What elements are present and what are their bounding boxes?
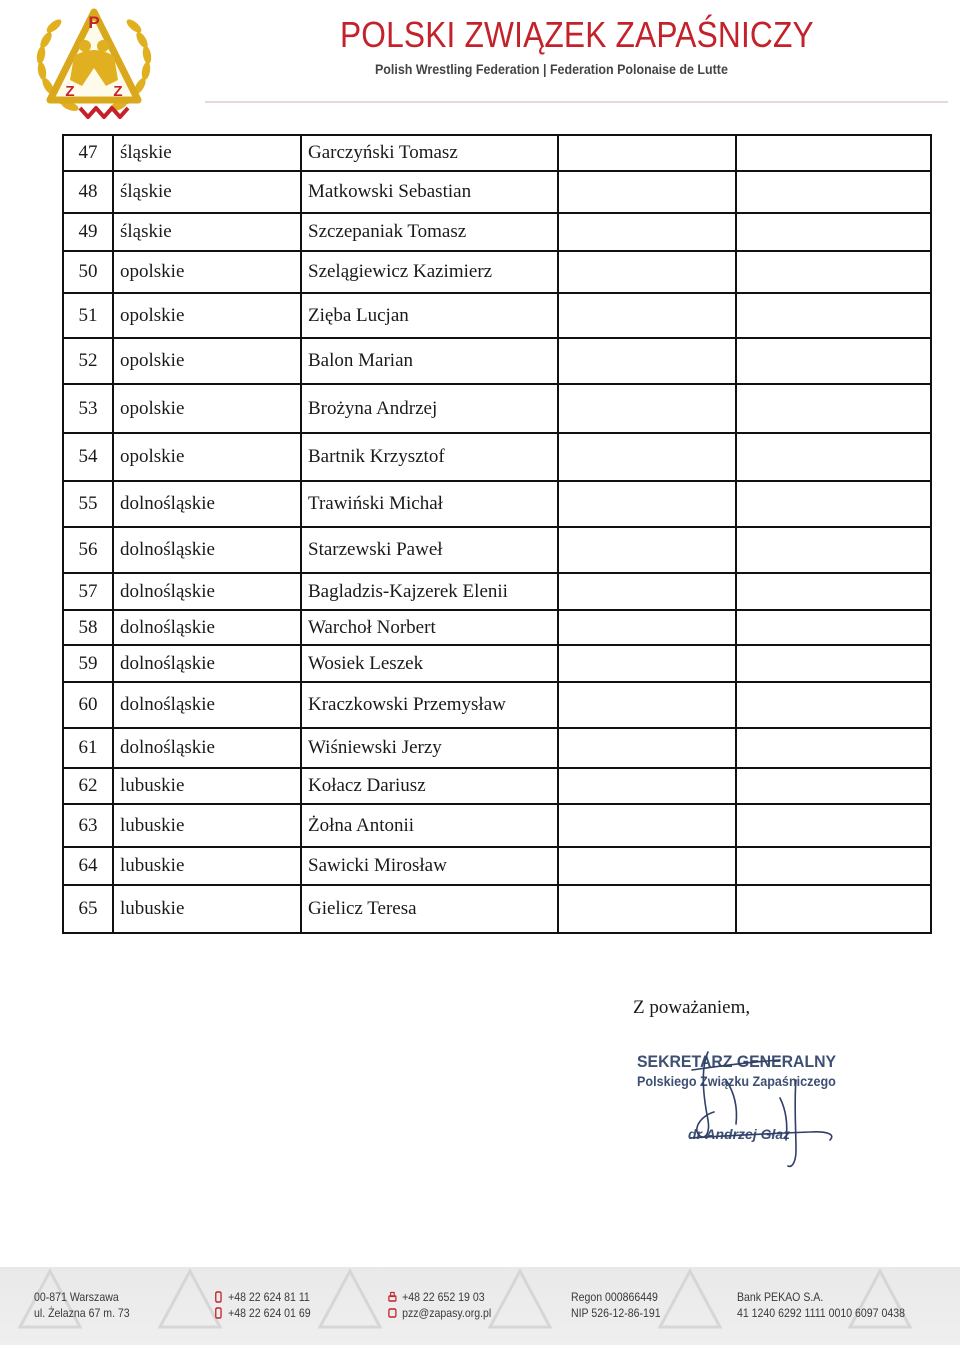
email-address: pzz@zapasy.org.pl	[402, 1306, 492, 1320]
cell-number: 62	[63, 768, 113, 804]
cell-number: 63	[63, 804, 113, 847]
cell-name: Sawicki Mirosław	[301, 847, 558, 885]
table-row	[63, 384, 931, 433]
email-line	[388, 1305, 491, 1321]
cell-number: 54	[63, 433, 113, 481]
fax-line	[388, 1289, 491, 1305]
cell-region: opolskie	[113, 251, 301, 293]
cell-empty	[736, 213, 931, 251]
cell-empty	[558, 135, 736, 171]
table-row	[63, 804, 931, 847]
signature-strokes	[690, 1052, 832, 1166]
cell-empty	[736, 804, 931, 847]
phone-line	[214, 1305, 311, 1321]
stamp-title: SEKRETARZ GENERALNY	[637, 1052, 837, 1071]
cell-name: Garczyński Tomasz	[301, 135, 558, 171]
cell-region: dolnośląskie	[113, 728, 301, 768]
cell-region: lubuskie	[113, 847, 301, 885]
cell-name: Gielicz Teresa	[301, 885, 558, 933]
logo-letter-z-left: Z	[65, 83, 75, 100]
table-row	[63, 527, 931, 573]
cell-empty	[736, 135, 931, 171]
address-street: ul. Żelazna 67 m. 73	[34, 1306, 130, 1320]
cell-empty	[736, 251, 931, 293]
logo-letter-z-right: Z	[113, 83, 123, 100]
cell-number: 53	[63, 384, 113, 433]
bank-name: Bank PEKAO S.A.	[737, 1290, 824, 1304]
cell-empty	[558, 768, 736, 804]
cell-region: śląskie	[113, 171, 301, 213]
cell-empty	[736, 885, 931, 933]
cell-empty	[736, 527, 931, 573]
cell-number: 51	[63, 293, 113, 338]
table-row	[63, 645, 931, 682]
cell-name: Żołna Antonii	[301, 804, 558, 847]
logo-zigzag	[80, 108, 128, 117]
cell-empty	[736, 384, 931, 433]
cell-name: Brożyna Andrzej	[301, 384, 558, 433]
table-row	[63, 481, 931, 527]
cell-number: 60	[63, 682, 113, 728]
cell-empty	[736, 682, 931, 728]
phone-icon	[214, 1291, 223, 1303]
cell-empty	[736, 728, 931, 768]
closing-salutation: Z poważaniem,	[633, 997, 751, 1018]
table-row	[63, 728, 931, 768]
table-row	[63, 293, 931, 338]
table-row	[63, 847, 931, 885]
cell-empty	[736, 847, 931, 885]
table-row	[63, 171, 931, 213]
cell-name: Kołacz Dariusz	[301, 768, 558, 804]
footer-address	[34, 1289, 130, 1321]
cell-empty	[736, 338, 931, 384]
federation-logo	[30, 0, 158, 122]
cell-empty	[558, 293, 736, 338]
cell-empty	[558, 338, 736, 384]
cell-empty	[736, 481, 931, 527]
cell-empty	[558, 384, 736, 433]
table-row	[63, 768, 931, 804]
cell-region: opolskie	[113, 293, 301, 338]
cell-empty	[558, 171, 736, 213]
cell-number: 59	[63, 645, 113, 682]
cell-empty	[558, 728, 736, 768]
cell-empty	[558, 213, 736, 251]
cell-empty	[736, 573, 931, 610]
cell-region: lubuskie	[113, 885, 301, 933]
table-row	[63, 251, 931, 293]
logo-letter-p: P	[88, 13, 100, 32]
cell-empty	[736, 171, 931, 213]
cell-name: Wiśniewski Jerzy	[301, 728, 558, 768]
cell-region: dolnośląskie	[113, 481, 301, 527]
stamp-organization: Polskiego Związku Zapaśniczego	[637, 1073, 836, 1089]
stamp-signatory-name: dr Andrzej Głaz	[688, 1126, 791, 1142]
footer-bank	[737, 1289, 905, 1321]
cell-name: Szelągiewicz Kazimierz	[301, 251, 558, 293]
cell-number: 58	[63, 610, 113, 645]
cell-number: 48	[63, 171, 113, 213]
table-row	[63, 573, 931, 610]
table-row	[63, 610, 931, 645]
cell-empty	[558, 847, 736, 885]
cell-region: śląskie	[113, 213, 301, 251]
cell-region: dolnośląskie	[113, 645, 301, 682]
cell-region: śląskie	[113, 135, 301, 171]
cell-name: Wosiek Leszek	[301, 645, 558, 682]
cell-empty	[558, 527, 736, 573]
cell-name: Szczepaniak Tomasz	[301, 213, 558, 251]
phone-number: +48 22 624 81 11	[228, 1290, 310, 1304]
table-row	[63, 135, 931, 171]
cell-empty	[736, 645, 931, 682]
table-row	[63, 338, 931, 384]
footer-fax-email	[388, 1289, 491, 1321]
cell-name: Balon Marian	[301, 338, 558, 384]
footer-phones	[214, 1289, 311, 1321]
cell-empty	[558, 251, 736, 293]
header-divider	[205, 101, 948, 103]
cell-region: dolnośląskie	[113, 527, 301, 573]
cell-empty	[558, 804, 736, 847]
cell-empty	[558, 481, 736, 527]
cell-region: dolnośląskie	[113, 682, 301, 728]
cell-number: 65	[63, 885, 113, 933]
cell-number: 56	[63, 527, 113, 573]
table-row	[63, 885, 931, 933]
phone-number: +48 22 624 01 69	[228, 1306, 311, 1320]
cell-name: Bagladzis-Kajzerek Elenii	[301, 573, 558, 610]
cell-name: Kraczkowski Przemysław	[301, 682, 558, 728]
cell-empty	[736, 293, 931, 338]
cell-empty	[736, 433, 931, 481]
cell-region: opolskie	[113, 338, 301, 384]
cell-name: Matkowski Sebastian	[301, 171, 558, 213]
table-row	[63, 433, 931, 481]
phone-icon	[214, 1307, 223, 1319]
cell-name: Warchoł Norbert	[301, 610, 558, 645]
cell-empty	[736, 610, 931, 645]
cell-region: opolskie	[113, 384, 301, 433]
cell-region: lubuskie	[113, 768, 301, 804]
cell-empty	[558, 885, 736, 933]
cell-number: 49	[63, 213, 113, 251]
footer-registry	[571, 1289, 661, 1321]
cell-region: dolnośląskie	[113, 610, 301, 645]
cell-number: 64	[63, 847, 113, 885]
cell-name: Trawiński Michał	[301, 481, 558, 527]
regon-number: Regon 000866449	[571, 1290, 658, 1304]
handwritten-signature	[630, 1040, 880, 1175]
address-city: 00-871 Warszawa	[34, 1290, 119, 1304]
organization-subtitle: Polish Wrestling Federation | Federation Polonaise de Lutte	[375, 61, 728, 77]
cell-number: 55	[63, 481, 113, 527]
fax-icon	[388, 1291, 397, 1303]
organization-title: POLSKI ZWIĄZEK ZAPAŚNICZY	[340, 14, 814, 55]
cell-region: lubuskie	[113, 804, 301, 847]
cell-number: 47	[63, 135, 113, 171]
cell-empty	[558, 433, 736, 481]
cell-empty	[558, 682, 736, 728]
nip-number: NIP 526-12-86-191	[571, 1306, 661, 1320]
cell-region: dolnośląskie	[113, 573, 301, 610]
cell-number: 57	[63, 573, 113, 610]
cell-number: 52	[63, 338, 113, 384]
roster-table	[62, 134, 932, 934]
table-row	[63, 682, 931, 728]
cell-number: 50	[63, 251, 113, 293]
cell-name: Zięba Lucjan	[301, 293, 558, 338]
cell-name: Bartnik Krzysztof	[301, 433, 558, 481]
cell-empty	[558, 645, 736, 682]
cell-empty	[558, 610, 736, 645]
cell-name: Starzewski Paweł	[301, 527, 558, 573]
fax-number: +48 22 652 19 03	[402, 1290, 485, 1304]
letterhead-footer	[0, 1267, 960, 1345]
phone-line	[214, 1289, 311, 1305]
cell-region: opolskie	[113, 433, 301, 481]
cell-number: 61	[63, 728, 113, 768]
table-row	[63, 213, 931, 251]
bank-account: 41 1240 6292 1111 0010 6097 0438	[737, 1306, 905, 1320]
mail-icon	[388, 1307, 397, 1319]
cell-empty	[558, 573, 736, 610]
cell-empty	[736, 768, 931, 804]
